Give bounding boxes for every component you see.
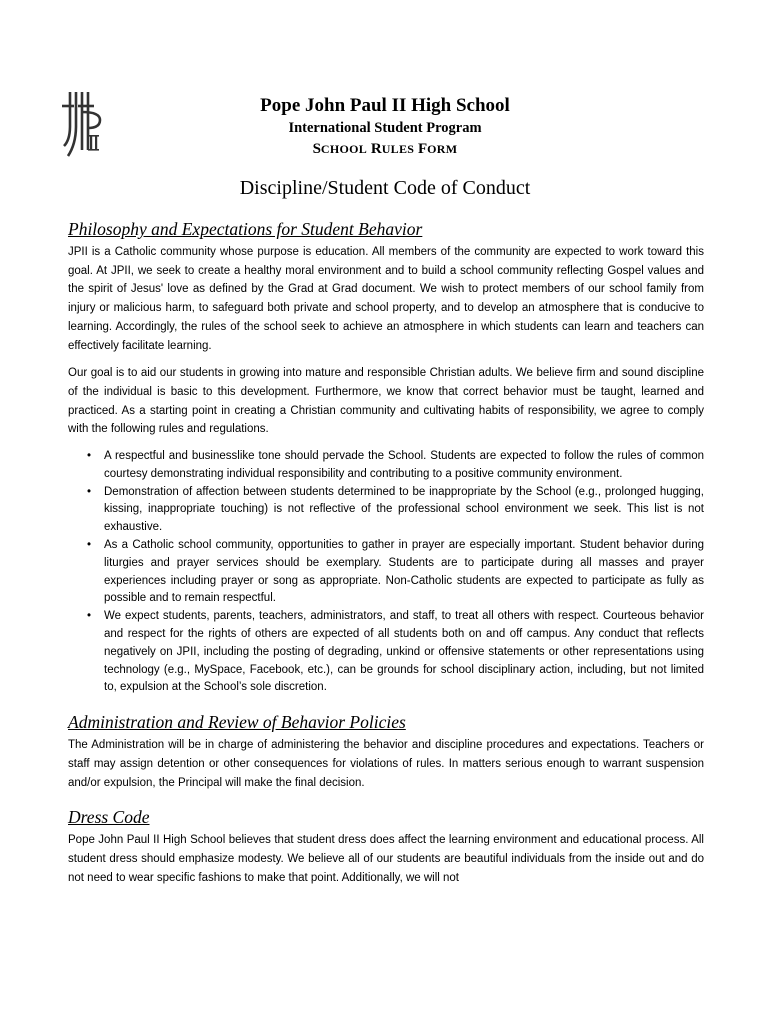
bullet-icon: •: [87, 610, 92, 623]
form-name: SCHOOL RULES FORM: [312, 141, 458, 157]
paragraph: Our goal is to aid our students in growing into mature and responsible Christian adults. We believe firm and sound discipline of the individual is basic to this development. Furthermore, we know that correct behavior must be taught, learned and practiced. As a starting point in creating a Christian community and cultivating habits of responsibility, we agree to comply with the following rules and regulations.: [68, 367, 704, 436]
bullet-icon: •: [87, 485, 92, 498]
school-name: Pope John Paul II High School: [260, 95, 510, 116]
list-item: • As a Catholic school community, opportunities to gather in prayer are especially important. Student behavior during liturgies and prayer services should be exemplary. Students are to participate during all masses and prayer experiences including prayer or song as appropriate. Non-Catholic students are expected to participate as fully as possible and to remain respectful.: [87, 539, 704, 605]
rules-list: [68, 448, 704, 697]
section-heading: Philosophy and Expectations for Student Behavior: [68, 219, 423, 239]
section-administration: [68, 711, 704, 792]
list-item: • We expect students, parents, teachers, administrators, and staff, to treat all others with respect. Courteous behavior and respect for the rights of others are expected of all students both on and off campus. Any conduct that reflects negatively on JPII, including the posting of degrading, unkind or offensive statements or other representations using technology (e.g., MySpace, Facebook, etc.), can be grounds for school disciplinary action, including, but not limited to, expulsion at the School’s sole discretion.: [87, 610, 704, 694]
section-heading: Dress Code: [68, 807, 150, 828]
paragraph: Pope John Paul II High School believes that student dress does affect the learning environment and educational process. All student dress should emphasize modesty. We believe all of our students are beautiful individuals from the inside out and do not need to wear specific fashions to make that point. Additionally, we will not: [68, 834, 704, 884]
list-item: • A respectful and businesslike tone should pervade the School. Students are expected to follow the rules of common courtesy demonstrating individual responsibility and contributing to a positive community environment.: [87, 450, 704, 480]
list-item: • Demonstration of affection between students determined to be inappropriate by the School (e.g., prolonged hugging, kissing, inappropriate touching) is not reflective of the professional school environment we seek. This list is not exhaustive.: [87, 485, 704, 534]
section-heading: Administration and Review of Behavior Policies: [68, 712, 406, 733]
program-name: International Student Program: [288, 120, 482, 136]
paragraph: JPII is a Catholic community whose purpose is education. All members of the community are expected to work toward this goal. At JPII, we seek to create a healthy moral environment and to build a school community reflecting Gospel values and the spirit of Jesus' love as defined by the Grad at Grad document. We wish to protect members of our school family from injury or malicious harm, to safeguard both private and school property, and to develop an atmosphere that is conducive to learning. Accordingly, the rules of the school seek to achieve an atmosphere in which students can learn and teachers can effectively facilitate learning.: [68, 246, 704, 352]
paragraph: The Administration will be in charge of administering the behavior and discipline procedures and expectations. Teachers or staff may assign detention or other consequences for violations of rules. In matters serious enough to warrant suspension and/or expulsion, the Principal will make the final decision.: [68, 739, 704, 789]
document-body: [68, 214, 704, 896]
section-dress-code: [68, 806, 704, 887]
section-philosophy: [68, 218, 704, 697]
page-title: Discipline/Student Code of Conduct: [239, 177, 531, 199]
bullet-icon: •: [87, 539, 92, 552]
bullet-icon: •: [87, 450, 92, 463]
